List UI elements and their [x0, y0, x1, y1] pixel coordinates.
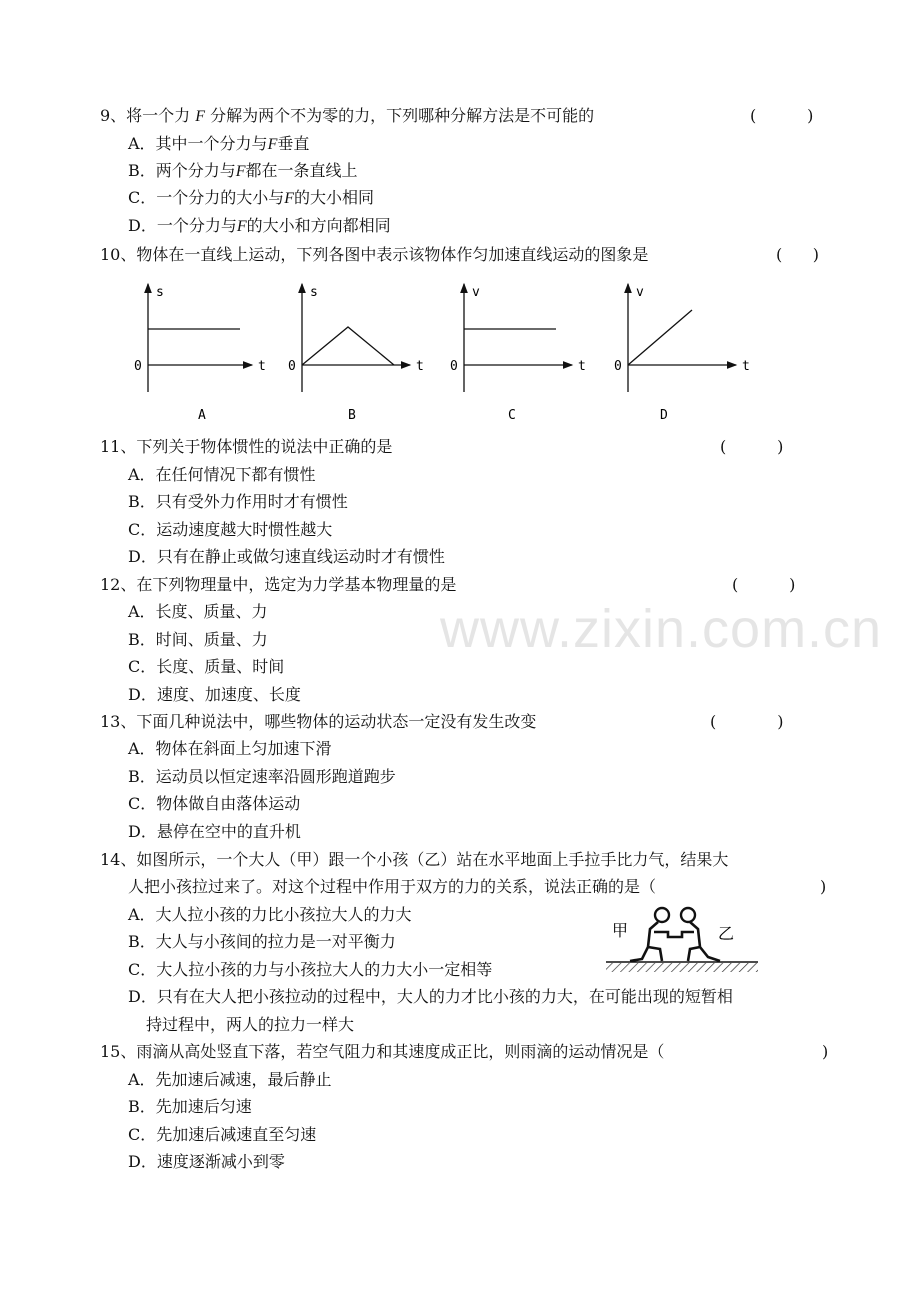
graph-b [288, 284, 424, 423]
option-d: D．一个分力与F的大小和方向都相同 [128, 216, 391, 235]
answer-blank-close: ) [822, 1042, 829, 1061]
question-15-stem: 15、雨滴从高处竖直下落，若空气阻力和其速度成正比，则雨滴的运动情况是（ [100, 1042, 665, 1061]
graph-d-letter: D [660, 408, 668, 423]
question-14-stem-line-1: 14、如图所示，一个大人（甲）跟一个小孩（乙）站在水平地面上手拉手比力气，结果大 [100, 850, 729, 869]
graph-c-letter: C [508, 408, 516, 423]
child-body [690, 922, 720, 961]
option-b: B．时间、质量、力 [128, 630, 268, 649]
option-a: A．其中一个分力与F垂直 [128, 134, 310, 153]
question-9-stem: 9、将一个力 F 分解为两个不为零的力，下列哪种分解方法是不可能的 [100, 106, 595, 125]
option-d: D．速度、加速度、长度 [128, 685, 301, 704]
question-12-stem: 12、在下列物理量中，选定为力学基本物理量的是 [100, 575, 457, 594]
graph-b-y-label: s [310, 285, 318, 300]
graph-c-x-label: t [578, 359, 586, 374]
child-label: 乙 [718, 924, 735, 943]
graph-d-line [628, 310, 692, 365]
option-a: A．长度、质量、力 [128, 602, 268, 621]
graph-a-y-label: s [156, 285, 164, 300]
graph-d [614, 284, 750, 423]
graph-c-origin: 0 [450, 359, 458, 374]
graph-a-origin: 0 [134, 359, 142, 374]
graph-a-x-label: t [258, 359, 266, 374]
option-b: B．只有受外力作用时才有惯性 [128, 492, 348, 511]
option-b: B．两个分力与F都在一条直线上 [128, 161, 358, 180]
question-13-stem: 13、下面几种说法中，哪些物体的运动状态一定没有发生改变 [100, 712, 537, 731]
graph-d-y-label: v [636, 285, 644, 300]
adult-body [630, 922, 658, 961]
graph-b-x-label: t [416, 359, 424, 374]
option-d-line-2: 持过程中，两人的拉力一样大 [146, 1015, 355, 1034]
option-d: D．速度逐渐减小到零 [128, 1152, 285, 1171]
graph-b-line [302, 327, 394, 365]
answer-blank: ( ) [750, 106, 814, 125]
question-10-stem: 10、物体在一直线上运动，下列各图中表示该物体作匀加速直线运动的图象是 [100, 245, 649, 264]
option-d-line-1: D．只有在大人把小孩拉动的过程中，大人的力才比小孩的力大，在可能出现的短暂相 [128, 987, 733, 1006]
option-a: A．大人拉小孩的力比小孩拉大人的力大 [128, 905, 412, 924]
option-a: A．先加速后减速，最后静止 [128, 1070, 332, 1089]
graph-b-letter: B [348, 408, 356, 423]
tug-figure [602, 905, 762, 975]
graph-a [134, 284, 266, 423]
graph-c [450, 284, 586, 423]
adult-arms [654, 932, 674, 937]
option-c: C．先加速后减速直至匀速 [128, 1125, 317, 1144]
graph-c-y-label: v [472, 285, 480, 300]
answer-blank: ( ) [776, 245, 819, 264]
option-d: D．只有在静止或做匀速直线运动时才有惯性 [128, 547, 445, 566]
child-leg [688, 947, 700, 961]
option-c: C．物体做自由落体运动 [128, 794, 301, 813]
question-14-stem-line-2: 人把小孩拉过来了。对这个过程中作用于双方的力的关系，说法正确的是（ [128, 877, 657, 896]
adult-head [655, 908, 669, 922]
question-11-stem: 11、下列关于物体惯性的说法中正确的是 [100, 437, 393, 456]
answer-blank: ( ) [710, 712, 784, 731]
graph-a-letter: A [198, 408, 206, 423]
option-c: C．一个分力的大小与F的大小相同 [128, 188, 375, 207]
adult-label: 甲 [612, 921, 629, 940]
option-c: C．长度、质量、时间 [128, 657, 285, 676]
graph-d-x-label: t [742, 359, 750, 374]
option-b: B．先加速后匀速 [128, 1097, 252, 1116]
child-head [681, 908, 695, 922]
option-d: D．悬停在空中的直升机 [128, 822, 301, 841]
graph-d-origin: 0 [614, 359, 622, 374]
motion-graphs [0, 278, 920, 428]
option-b: B．大人与小孩间的拉力是一对平衡力 [128, 932, 396, 951]
option-b: B．运动员以恒定速率沿圆形跑道跑步 [128, 767, 396, 786]
adult-leg [648, 947, 662, 961]
child-arms [674, 932, 694, 937]
option-c: C．运动速度越大时惯性越大 [128, 520, 333, 539]
answer-blank: ( ) [720, 437, 784, 456]
watermark: www.zixin.com.cn [440, 599, 883, 659]
option-a: A．在任何情况下都有惯性 [128, 465, 316, 484]
answer-blank: ( ) [732, 575, 796, 594]
ground-hatch [606, 963, 758, 972]
option-a: A．物体在斜面上匀加速下滑 [128, 739, 332, 758]
option-c: C．大人拉小孩的力与小孩拉大人的力大小一定相等 [128, 960, 493, 979]
graph-b-origin: 0 [288, 359, 296, 374]
answer-blank-close: ) [820, 877, 827, 896]
